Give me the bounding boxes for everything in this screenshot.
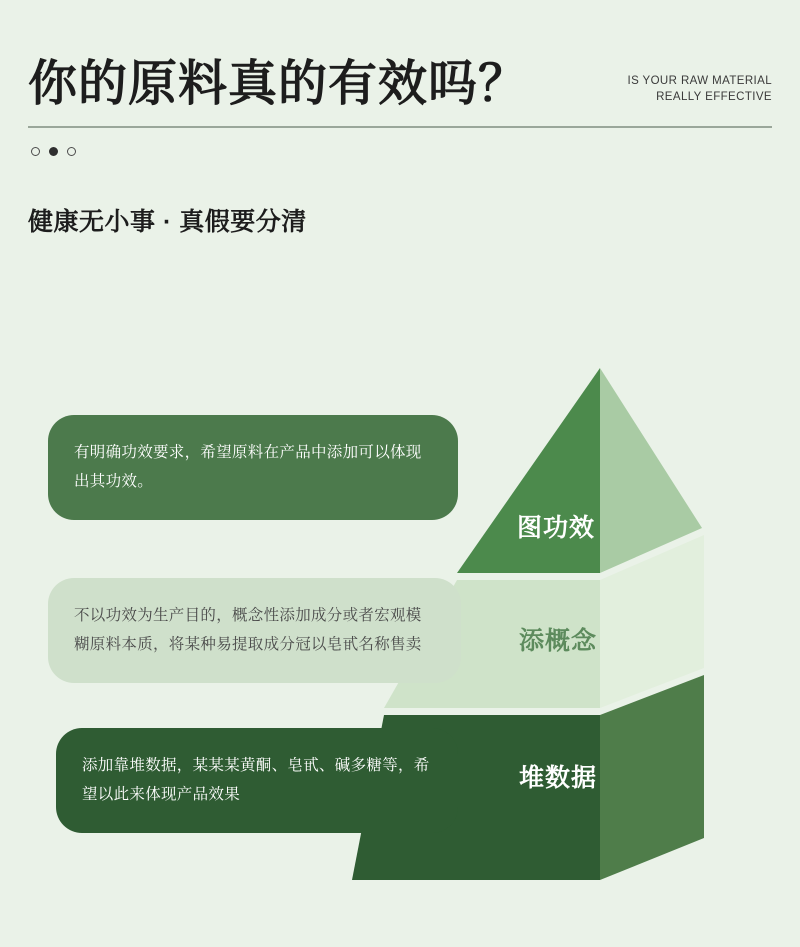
callout-top-tier (48, 415, 458, 520)
page-title: 你的原料真的有效吗？ (28, 57, 529, 111)
page-subtitle: 健康无小事 · 真假要分清 (28, 207, 307, 236)
pyramid-label-top: 图功效 (517, 514, 596, 542)
english-subtitle (627, 73, 772, 112)
pyramid-bottom-side (600, 675, 704, 880)
callout-middle-tier-text: 不以功效为生产目的，概念性添加成分或者宏观模糊原料本质，将某种易提取成分冠以皂甙名称售卖 (74, 607, 422, 653)
callout-bottom-tier-text: 添加靠堆数据，某某某黄酮、皂甙、碱多糖等，希望以此来体现产品效果 (82, 757, 430, 803)
callout-bottom-tier (56, 728, 458, 833)
title-row (28, 58, 772, 112)
pyramid-top-side (600, 368, 702, 573)
pagination-dot-3[interactable] (67, 147, 76, 156)
pagination-dot-1[interactable] (31, 147, 40, 156)
callout-middle-tier (48, 578, 461, 683)
pyramid-label-bottom: 堆数据 (519, 764, 598, 792)
pagination-dot-2[interactable] (49, 147, 58, 156)
english-subtitle-line-1: IS YOUR RAW MATERIAL (627, 74, 772, 87)
english-subtitle-line-2: REALLY EFFECTIVE (656, 91, 772, 104)
header (28, 58, 772, 238)
pyramid-label-middle: 添概念 (519, 627, 598, 655)
divider (28, 126, 772, 128)
pagination-dots[interactable] (28, 147, 772, 156)
callout-top-tier-text: 有明确功效要求，希望原料在产品中添加可以体现出其功效。 (74, 444, 422, 490)
